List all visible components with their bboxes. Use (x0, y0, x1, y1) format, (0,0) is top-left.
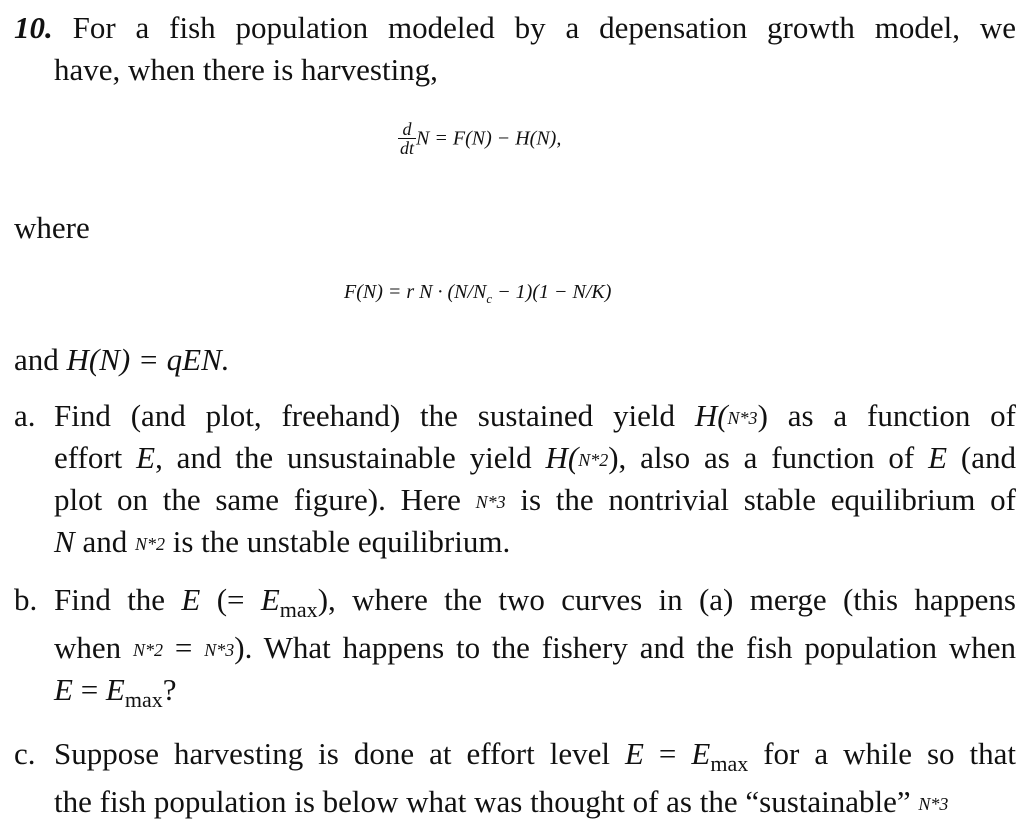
part-a-text: ), also as a function of (608, 440, 929, 475)
part-a-line-2 (54, 440, 1016, 478)
problem-intro-line-2: have, when there is harvesting, (54, 52, 438, 87)
emax-symbol: E (105, 672, 125, 707)
effort-symbol: E (928, 440, 948, 475)
equals-sign: = (643, 736, 692, 771)
max-subscript: max (279, 597, 318, 622)
part-b-line-2 (54, 630, 1016, 668)
max-subscript: max (124, 687, 163, 712)
equation-dndt-rest: N = F(N) − H(N), (416, 127, 562, 150)
part-b-line-1 (54, 582, 1016, 628)
equation-growth-function (344, 280, 611, 311)
n2-symbol: N*2 (578, 450, 609, 470)
part-a-text: is the nontrivial stable equilibrium of (505, 482, 1016, 517)
part-a-text: Find (and plot, freehand) the sustained yield (54, 398, 695, 433)
problem-number: 10. (14, 10, 53, 45)
n3-symbol: N*3 (918, 794, 949, 814)
fraction-numerator: d (398, 120, 416, 139)
problem-intro-text: For a fish population modeled by a depensation growth model, we (72, 10, 1017, 45)
part-a-line-1 (54, 398, 1016, 436)
part-c-label: c. (14, 736, 36, 771)
part-b-line-3 (54, 672, 177, 718)
part-b-text: (= (200, 582, 261, 617)
n3-symbol: N*3 (475, 492, 506, 512)
n2-symbol: N*2 (134, 534, 165, 554)
equation2-rest: − 1)(1 − N/K) (492, 281, 612, 303)
part-a-math: H( (694, 398, 728, 433)
n3-symbol: N*3 (204, 640, 235, 660)
part-a-text: , and the unsustainable yield (155, 440, 546, 475)
equation-dndt (398, 120, 561, 157)
effort-symbol: E (136, 440, 156, 475)
where-text: where (14, 210, 90, 245)
equation2-subscript: c (486, 291, 493, 306)
effort-symbol: E (181, 582, 201, 617)
part-a-math: H( (545, 440, 579, 475)
part-c-line-1 (54, 736, 1016, 782)
equals-sign: = (163, 630, 205, 665)
effort-symbol: E (54, 672, 73, 707)
emax-symbol: E (691, 736, 711, 771)
part-c-text: Suppose harvesting is done at effort level (54, 736, 625, 771)
part-c-line-2 (54, 784, 948, 822)
part-a-line-3 (54, 482, 1016, 520)
part-a-text: effort (54, 440, 137, 475)
part-b-text: ? (162, 672, 177, 707)
harvest-equation: H(N) = qEN. (66, 342, 230, 377)
part-b-text: Find the (54, 582, 182, 617)
n3-symbol: N*3 (727, 408, 758, 428)
part-a-label: a. (14, 398, 36, 433)
part-b-text: ). What happens to the fishery and the fish population when (234, 630, 1017, 665)
harvest-definition (14, 342, 230, 378)
equation2-main: F(N) = r N · (N/N (344, 281, 487, 303)
part-c-text: for a while so that (748, 736, 1017, 771)
fraction-denominator: dt (400, 138, 415, 158)
population-symbol: N (54, 524, 75, 559)
part-c-text: the fish population is below what was thought of as the “sustainable” (54, 784, 919, 819)
part-a-text: (and (947, 440, 1016, 475)
equals-sign: = (72, 672, 106, 707)
n2-symbol: N*2 (133, 640, 164, 660)
derivative-fraction (398, 120, 416, 157)
part-b-text: ), where the two curves in (a) merge (this happens (317, 582, 1016, 617)
max-subscript: max (710, 751, 749, 776)
part-b-label: b. (14, 582, 38, 617)
part-b-text: when (54, 630, 134, 665)
problem-intro-line-1 (14, 10, 1016, 46)
and-text: and (14, 342, 67, 377)
part-a-line-4 (54, 524, 510, 562)
effort-symbol: E (624, 736, 644, 771)
part-a-text: is the unstable equilibrium. (164, 524, 511, 559)
part-a-text: plot on the same figure). Here (54, 482, 476, 517)
part-a-text: and (74, 524, 135, 559)
part-a-text: ) as a function of (757, 398, 1016, 433)
emax-symbol: E (260, 582, 280, 617)
